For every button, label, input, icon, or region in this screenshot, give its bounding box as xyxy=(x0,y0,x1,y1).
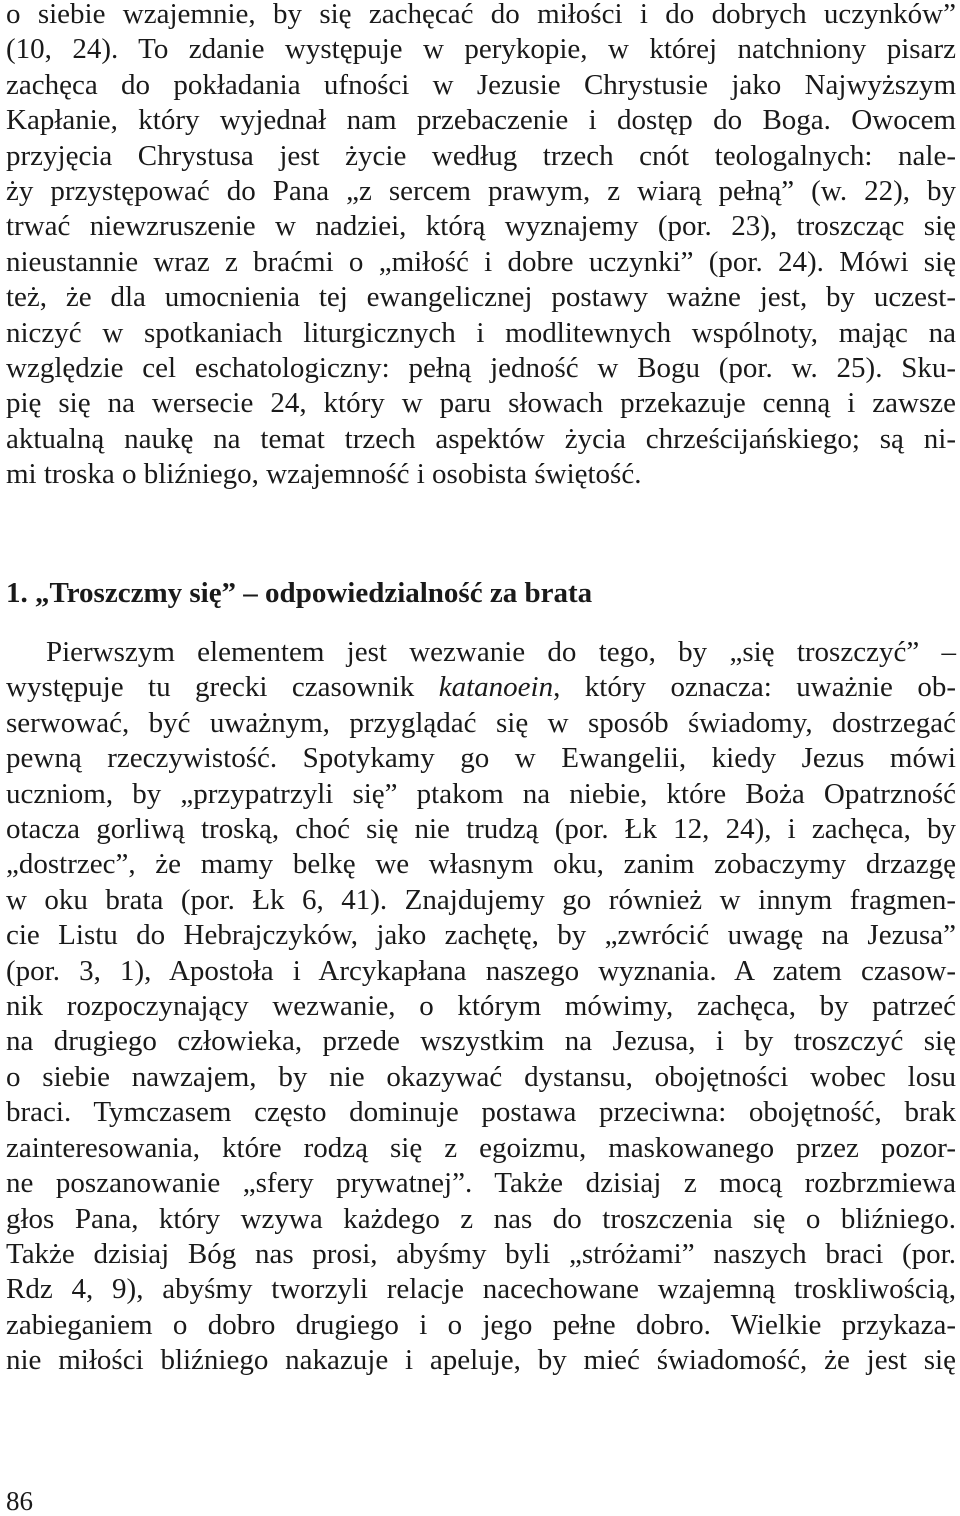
paragraph-body xyxy=(6,635,956,1379)
greek-term: katanoein xyxy=(438,671,554,704)
text-line: też, że dla umocnienia tej ewangelicznej postawy ważne jest, by uczest- xyxy=(6,281,956,314)
text-segment: , który oznacza: uważnie ob- xyxy=(553,671,956,704)
text-line: Kapłanie, który wyjednał nam przebaczenie i dostęp do Boga. Owocem xyxy=(6,104,956,137)
text-line: pię się na wersecie 24, który w paru słowach przekazuje cenną i zawsze xyxy=(6,387,956,420)
text-line: braci. Tymczasem często dominuje postawa przeciwna: obojętność, brak xyxy=(6,1096,956,1129)
text-line: „dostrzec”, że mamy belkę we własnym oku, zanim zobaczymy drzazgę xyxy=(6,848,956,881)
text-line: serwować, być uważnym, przyglądać się w sposób świadomy, dostrzegać xyxy=(6,706,956,739)
text-line: ne poszanowanie „sfery prywatnej”. Także dzisiaj z mocą rozbrzmiewa xyxy=(6,1167,956,1200)
text-line: mi troska o bliźniego, wzajemność i osobista świętość. xyxy=(6,458,642,491)
text-line: zainteresowania, które rodzą się z egoizmu, maskowanego przez pozor- xyxy=(6,1131,956,1164)
text-line: (10, 24). To zdanie występuje w perykopie, w której natchniony pisarz xyxy=(6,33,956,66)
text-line: zachęca do pokładania ufności w Jezusie Chrystusie jako Najwyższym xyxy=(6,68,956,101)
text-line: niczyć w spotkaniach liturgicznych i modlitewnych wspólnoty, mając na xyxy=(6,316,956,349)
text-line: Rdz 4, 9), abyśmy tworzyli relacje nacechowane wzajemną troskliwością, xyxy=(6,1273,956,1306)
text-line: w oku brata (por. Łk 6, 41). Znajdujemy go również w innym fragmen- xyxy=(6,883,956,916)
text-line: uczniom, by „przypatrzyli się” ptakom na niebie, które Boża Opatrzność xyxy=(6,777,956,810)
text-line xyxy=(6,670,956,705)
text-line: cie Listu do Hebrajczyków, jako zachętę, by „zwrócić uwagę na Jezusa” xyxy=(6,919,956,952)
text-line: zabieganiem o dobro drugiego i o jego pełne dobro. Wielkie przykaza- xyxy=(6,1308,956,1341)
text-line: pewną rzeczywistość. Spotykamy go w Ewangelii, kiedy Jezus mówi xyxy=(6,742,956,775)
text-line: Pierwszym elementem jest wezwanie do tego, by „się troszczyć” – xyxy=(46,636,956,668)
text-line: otacza gorliwą troską, choć się nie trudzą (por. Łk 12, 24), i zachęca, by xyxy=(6,813,956,846)
text-line: nieustannie wraz z braćmi o „miłość i dobre uczynki” (por. 24). Mówi się xyxy=(6,245,956,278)
section-heading: 1. „Troszczmy się” – odpowiedzialność za brata xyxy=(6,577,593,609)
text-line: o siebie nawzajem, by nie okazywać dystansu, obojętności wobec losu xyxy=(6,1060,956,1093)
text-line: trwać niewzruszenie w nadziei, którą wyznajemy (por. 23), troszcząc się xyxy=(6,210,956,243)
text-line: ży przystępować do Pana „z sercem prawym, z wiarą pełną” (w. 22), by xyxy=(6,175,956,208)
text-line: nie miłości bliźniego nakazuje i apeluje, by mieć świadomość, że jest się xyxy=(6,1344,956,1377)
text-line: nik rozpoczynający wezwanie, o którym mówimy, zachęca, by patrzeć xyxy=(6,990,956,1023)
paragraph-continuation xyxy=(6,0,956,493)
text-line: o siebie wzajemnie, by się zachęcać do miłości i do dobrych uczynków” xyxy=(6,0,956,30)
text-line: aktualną naukę na temat trzech aspektów życia chrześcijańskiego; są ni- xyxy=(6,422,956,455)
text-segment: występuje tu grecki czasownik xyxy=(6,671,439,704)
page-number: 86 xyxy=(6,1486,33,1516)
text-line: Także dzisiaj Bóg nas prosi, abyśmy byli „stróżami” naszych braci (por. xyxy=(6,1237,956,1270)
text-line: (por. 3, 1), Apostoła i Arcykapłana naszego wyznania. A zatem czasow- xyxy=(6,954,956,987)
text-line: na drugiego człowieka, przede wszystkim na Jezusa, i by troszczyć się xyxy=(6,1025,956,1058)
text-line: względzie cel eschatologiczny: pełną jedność w Bogu (por. w. 25). Sku- xyxy=(6,352,956,385)
text-line: przyjęcia Chrystusa jest życie według trzech cnót teologalnych: nale- xyxy=(6,139,956,172)
text-line: głos Pana, który wzywa każdego z nas do troszczenia się o bliźniego. xyxy=(6,1202,956,1235)
